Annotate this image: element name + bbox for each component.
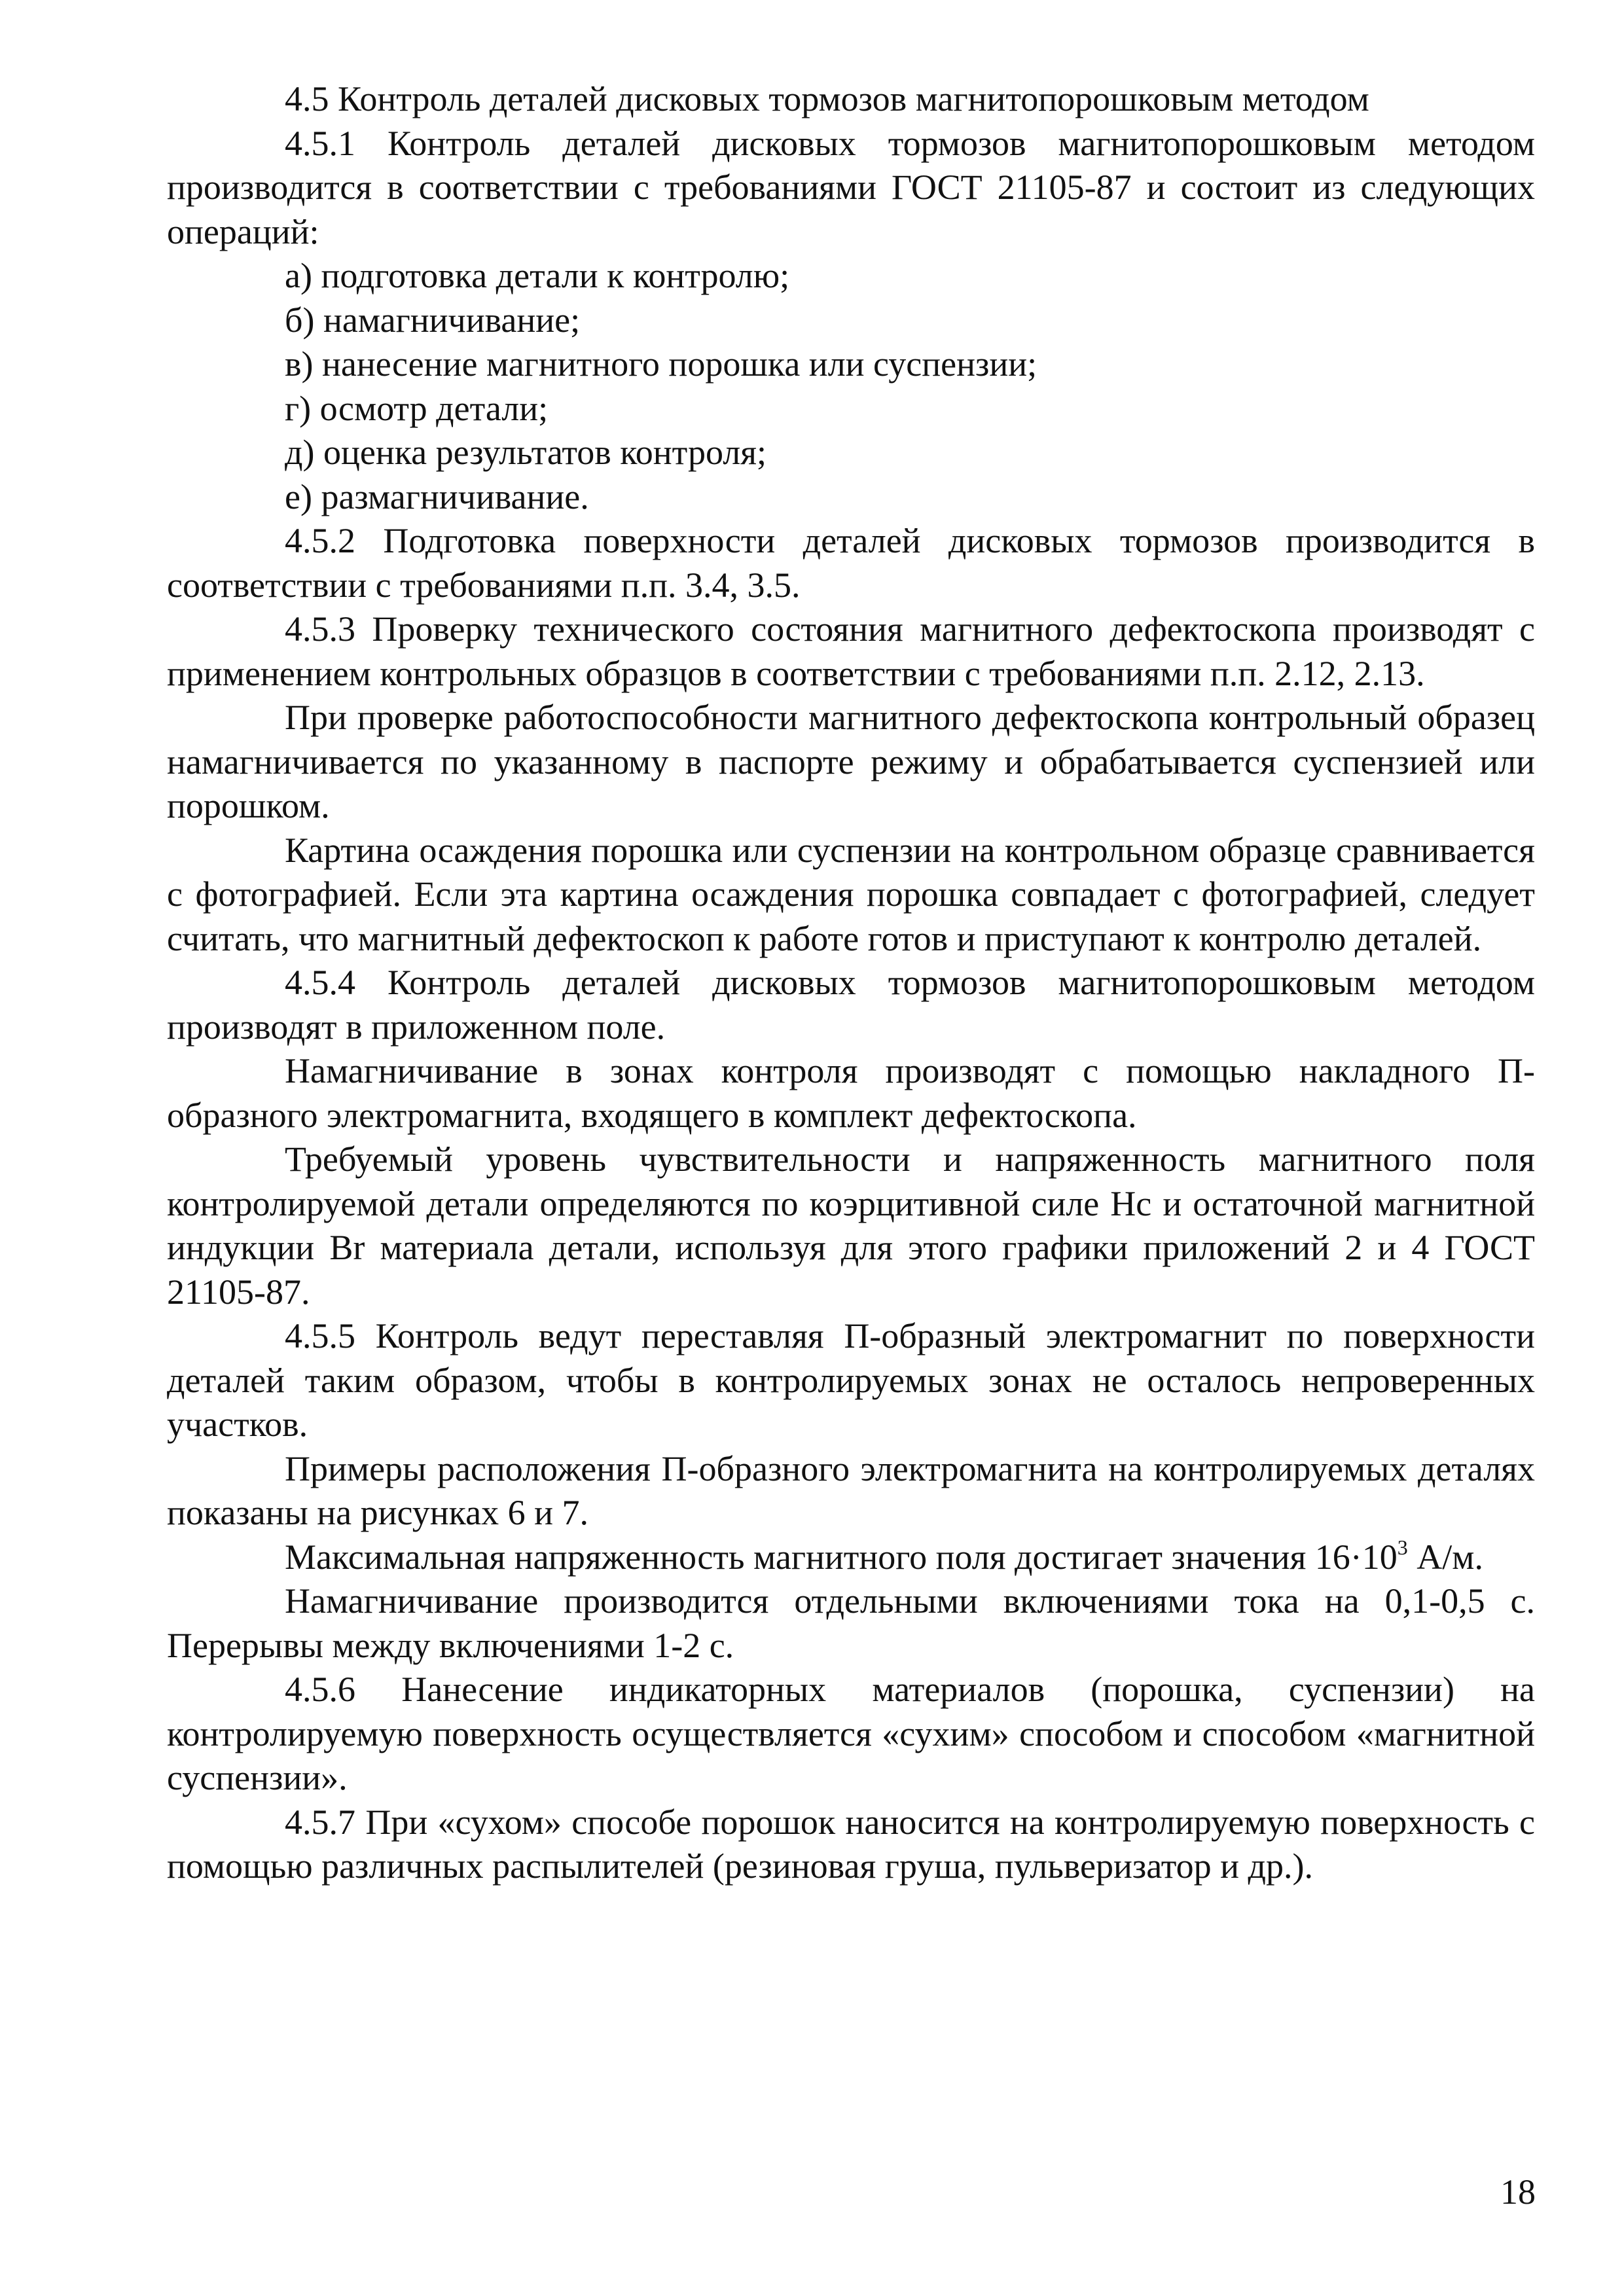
- operation-item-e: е) размагничивание.: [285, 476, 589, 516]
- operation-item-d: д) оценка результатов контроля;: [285, 433, 767, 472]
- max-field-unit: А/м.: [1407, 1537, 1483, 1577]
- max-field-exponent: 3: [1397, 1535, 1408, 1559]
- paragraph-4-5-6: 4.5.6 Нанесение индикаторных материалов (порошка, суспензии) на контролируемую поверхность осуществляется «сухим» способом и способом «магнитной суспензии».: [167, 1670, 1535, 1797]
- operations-list: [167, 254, 1535, 519]
- paragraph-4-5-4: 4.5.4 Контроль деталей дисковых тормозов магнитопорошковым методом производят в приложенном поле.: [167, 963, 1535, 1047]
- operation-item-v: в) нанесение магнитного порошка или суспензии;: [285, 344, 1038, 384]
- operation-item-b: б) намагничивание;: [285, 300, 581, 340]
- paragraph-4-5-4-sensitivity: Требуемый уровень чувствительности и напряженность магнитного поля контролируемой детали определяются по коэрцитивной силе Нс и остаточной магнитной индукции Br материала детали, используя для этого графики приложений 2 и 4 ГОСТ 21105-87.: [167, 1139, 1535, 1312]
- paragraph-4-5-4-magnetization: Намагничивание в зонах контроля производят с помощью накладного П-образного электромагнита, входящего в комплект дефектоскопа.: [167, 1051, 1535, 1135]
- paragraph-4-5-3-picture: Картина осаждения порошка или суспензии на контрольном образце сравнивается с фотографией. Если эта картина осаждения порошка совпадает с фотографией, следует считать, что магнитный дефектоскоп к работе готов и приступают к контролю деталей.: [167, 830, 1535, 958]
- paragraph-4-5-1: 4.5.1 Контроль деталей дисковых тормозов магнитопорошковым методом производится в соответствии с требованиями ГОСТ 21105-87 и состоит из следующих операций:: [167, 123, 1535, 251]
- max-field-text: Максимальная напряженность магнитного поля достигает значения 16·10: [285, 1537, 1398, 1577]
- paragraph-4-5-5-max-field: [167, 1535, 1535, 1580]
- document-body: [167, 77, 1535, 1889]
- paragraph-4-5-3-check: При проверке работоспособности магнитного дефектоскопа контрольный образец намагничивается по указанному в паспорте режиму и обрабатывается суспензией или порошком.: [167, 698, 1535, 825]
- paragraph-4-5-2: 4.5.2 Подготовка поверхности деталей дисковых тормозов производится в соответствии с требованиями п.п. 3.4, 3.5.: [167, 521, 1535, 605]
- section-title: 4.5 Контроль деталей дисковых тормозов магнитопорошковым методом: [285, 79, 1369, 118]
- paragraph-4-5-5-current: Намагничивание производится отдельными включениями тока на 0,1-0,5 с. Перерывы между включениями 1-2 с.: [167, 1581, 1535, 1665]
- page-number: 18: [1500, 2172, 1536, 2212]
- operation-item-g: г) осмотр детали;: [285, 388, 549, 428]
- paragraph-4-5-5: 4.5.5 Контроль ведут переставляя П-образный электромагнит по поверхности деталей таким образом, чтобы в контролируемых зонах не осталось непроверенных участков.: [167, 1316, 1535, 1444]
- paragraph-4-5-7: 4.5.7 При «сухом» способе порошок наносится на контролируемую поверхность с помощью различных распылителей (резиновая груша, пульверизатор и др.).: [167, 1802, 1535, 1886]
- operation-item-a: а) подготовка детали к контролю;: [285, 256, 790, 295]
- paragraph-4-5-3: 4.5.3 Проверку технического состояния магнитного дефектоскопа производят с применением контрольных образцов в соответствии с требованиями п.п. 2.12, 2.13.: [167, 609, 1535, 693]
- paragraph-4-5-5-examples: Примеры расположения П-образного электромагнита на контролируемых деталях показаны на рисунках 6 и 7.: [167, 1448, 1535, 1532]
